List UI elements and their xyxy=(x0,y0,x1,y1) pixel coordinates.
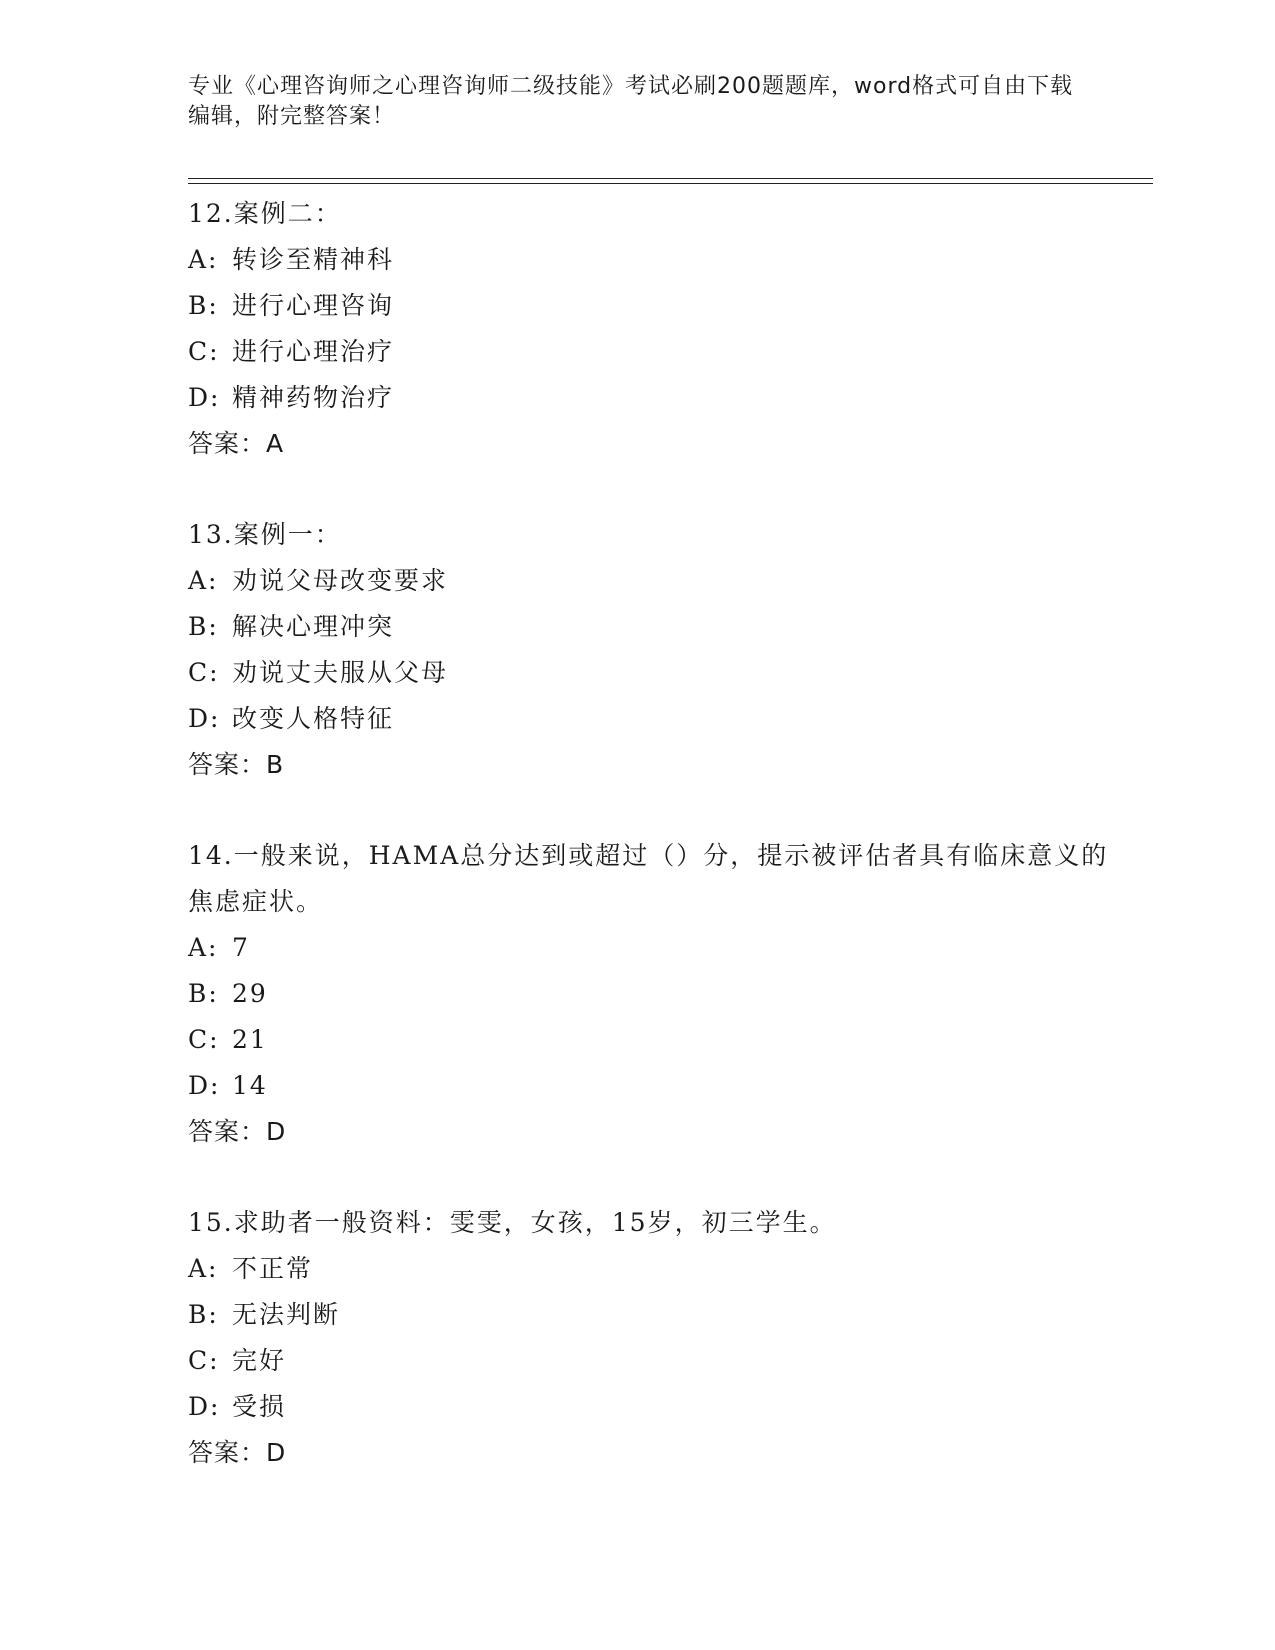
option-text: 劝说父母改变要求 xyxy=(232,566,449,595)
question-12 xyxy=(188,191,1118,467)
option-a xyxy=(188,237,1118,283)
question-stem: 13.案例一： xyxy=(188,520,342,549)
option-letter: B: xyxy=(188,1300,219,1329)
header-divider-bottom xyxy=(188,183,1153,184)
option-text: 无法判断 xyxy=(232,1300,341,1329)
question-stem: 15.求助者一般资料：雯雯，女孩，15岁，初三学生。 xyxy=(188,1208,837,1237)
option-text: 29 xyxy=(232,979,268,1008)
option-text: 进行心理咨询 xyxy=(232,291,395,320)
document-header: 专业《心理咨询师之心理咨询师二级技能》考试必刷200题题库，word格式可自由下载编辑，附完整答案！ xyxy=(188,74,1074,129)
question-13 xyxy=(188,512,1118,788)
option-letter: B: xyxy=(188,612,219,641)
option-text: 劝说丈夫服从父母 xyxy=(232,658,449,687)
option-letter: A: xyxy=(188,566,219,595)
option-letter: A: xyxy=(188,1254,219,1283)
option-text: 进行心理治疗 xyxy=(232,337,395,366)
option-letter: D: xyxy=(188,704,221,733)
option-letter: C: xyxy=(188,337,220,366)
header-divider-top xyxy=(188,178,1153,179)
option-letter: D: xyxy=(188,1392,221,1421)
option-letter: D: xyxy=(188,1071,221,1100)
option-a xyxy=(188,558,1118,604)
option-letter: C: xyxy=(188,1025,220,1054)
answer-line: 答案：B xyxy=(188,750,285,779)
option-text: 解决心理冲突 xyxy=(232,612,395,641)
option-c xyxy=(188,650,1118,696)
option-text: 14 xyxy=(232,1071,268,1100)
option-a xyxy=(188,925,1118,971)
question-stem: 12.案例二： xyxy=(188,199,342,228)
option-letter: C: xyxy=(188,1346,220,1375)
option-b xyxy=(188,283,1118,329)
option-letter: B: xyxy=(188,291,219,320)
answer-line: 答案：D xyxy=(188,1438,287,1467)
option-letter: D: xyxy=(188,383,221,412)
option-d xyxy=(188,1063,1118,1109)
option-d xyxy=(188,696,1118,742)
option-letter: A: xyxy=(188,245,219,274)
option-text: 改变人格特征 xyxy=(232,704,395,733)
option-b xyxy=(188,1292,1118,1338)
option-text: 21 xyxy=(232,1025,268,1054)
option-d xyxy=(188,1384,1118,1430)
question-list xyxy=(188,191,1118,1521)
option-c xyxy=(188,1338,1118,1384)
option-text: 不正常 xyxy=(232,1254,314,1283)
option-text: 7 xyxy=(232,933,250,962)
option-text: 完好 xyxy=(232,1346,287,1375)
option-a xyxy=(188,1246,1118,1292)
option-text: 受损 xyxy=(232,1392,287,1421)
option-text: 转诊至精神科 xyxy=(232,245,395,274)
option-letter: A: xyxy=(188,933,219,962)
answer-line: 答案：D xyxy=(188,1117,287,1146)
option-d xyxy=(188,375,1118,421)
question-14 xyxy=(188,833,1118,1155)
question-stem: 14.一般来说，HAMA总分达到或超过（）分，提示被评估者具有临床意义的焦虑症状。 xyxy=(188,841,1109,916)
option-b xyxy=(188,971,1118,1017)
option-letter: B: xyxy=(188,979,219,1008)
option-letter: C: xyxy=(188,658,220,687)
option-c xyxy=(188,329,1118,375)
question-15 xyxy=(188,1200,1118,1476)
answer-line: 答案：A xyxy=(188,429,285,458)
option-text: 精神药物治疗 xyxy=(232,383,395,412)
option-b xyxy=(188,604,1118,650)
option-c xyxy=(188,1017,1118,1063)
